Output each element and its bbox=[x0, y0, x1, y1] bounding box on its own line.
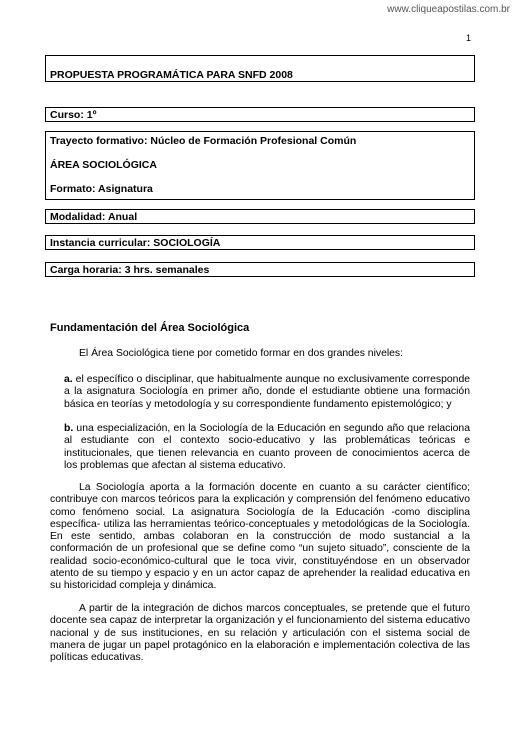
page-number: 1 bbox=[466, 33, 472, 43]
area-label: ÁREA SOCIOLÓGICA bbox=[50, 159, 157, 171]
formato-label: Formato: Asignatura bbox=[50, 183, 153, 195]
carga-label: Carga horaria: 3 hrs. semanales bbox=[50, 264, 210, 276]
section-heading: Fundamentación del Área Sociológica bbox=[50, 322, 250, 334]
instancia-label: Instancia curricular: SOCIOLOGÍA bbox=[50, 237, 221, 249]
paragraph-2: A partir de la integración de dichos marcos conceptuales, se pretende que el futuro docente sea capaz de interpretar la organización y el funcionamiento del sistema educativo nacional y de sus instituciones, en su relación y articulación con el sistema social de manera de jugar un papel protagónico en la elaboración e implementación colectiva de las políticas educativas. bbox=[50, 603, 470, 664]
trayecto-box bbox=[45, 131, 475, 200]
modalidad-label: Modalidad: Anual bbox=[50, 211, 138, 223]
item-a-text: el específico o disciplinar, que habitualmente aunque no exclusivamente corresponde a la asignatura Sociología en primer año, donde el estudiante obtiene una formación básica en teorías y metodología y su correspondiente fundamento epistemológico; y bbox=[64, 374, 470, 410]
carga-box bbox=[45, 262, 475, 277]
intro-paragraph: El Área Sociológica tiene por cometido formar en dos grandes niveles: bbox=[79, 348, 404, 359]
item-a bbox=[64, 374, 470, 411]
instancia-box bbox=[45, 235, 475, 250]
item-b-label: b. bbox=[64, 423, 74, 434]
paragraph-1: La Sociología aporta a la formación docente en cuanto a su carácter científico; contribuye con marcos teóricos para la explicación y comprensión del fenómeno educativo como fenómeno social. La asignatura Sociología de la Educación -como disciplina específica- utiliza las herramientas teórico-conceptuales y metodológicas de la Sociología. En este sentido, ambas colaboran en la construcción de modo sustancial a la conformación de un profesional que se define como “un sujeto situado”, consciente de la realidad socio-económico-cultural que le toca vivir, constituyéndose en un observador atento de su tiempo y espacio y en un actor capaz de aprehender la realidad educativa en su historicidad compleja y dinámica. bbox=[50, 482, 470, 592]
title-box bbox=[45, 55, 475, 82]
curso-label: Curso: 1º bbox=[50, 109, 97, 121]
trayecto-label: Trayecto formativo: Núcleo de Formación Profesional Común bbox=[50, 135, 357, 147]
item-a-label: a. bbox=[64, 374, 73, 385]
document-title: PROPUESTA PROGRAMÁTICA PARA SNFD 2008 bbox=[50, 69, 293, 81]
watermark-url: www.cliqueapostilas.com.br bbox=[387, 4, 510, 15]
item-b bbox=[64, 423, 470, 472]
curso-box bbox=[45, 107, 475, 122]
item-b-text: una especialización, en la Sociología de la Educación en segundo año que relaciona al estudiante con el contexto socio-educativo y las problemáticas teóricas e institucionales, que tienen relevancia en cuanto proveen de conocimientos acerca de los problemas que afectan al sistema educativo. bbox=[64, 423, 470, 471]
modalidad-box bbox=[45, 209, 475, 224]
